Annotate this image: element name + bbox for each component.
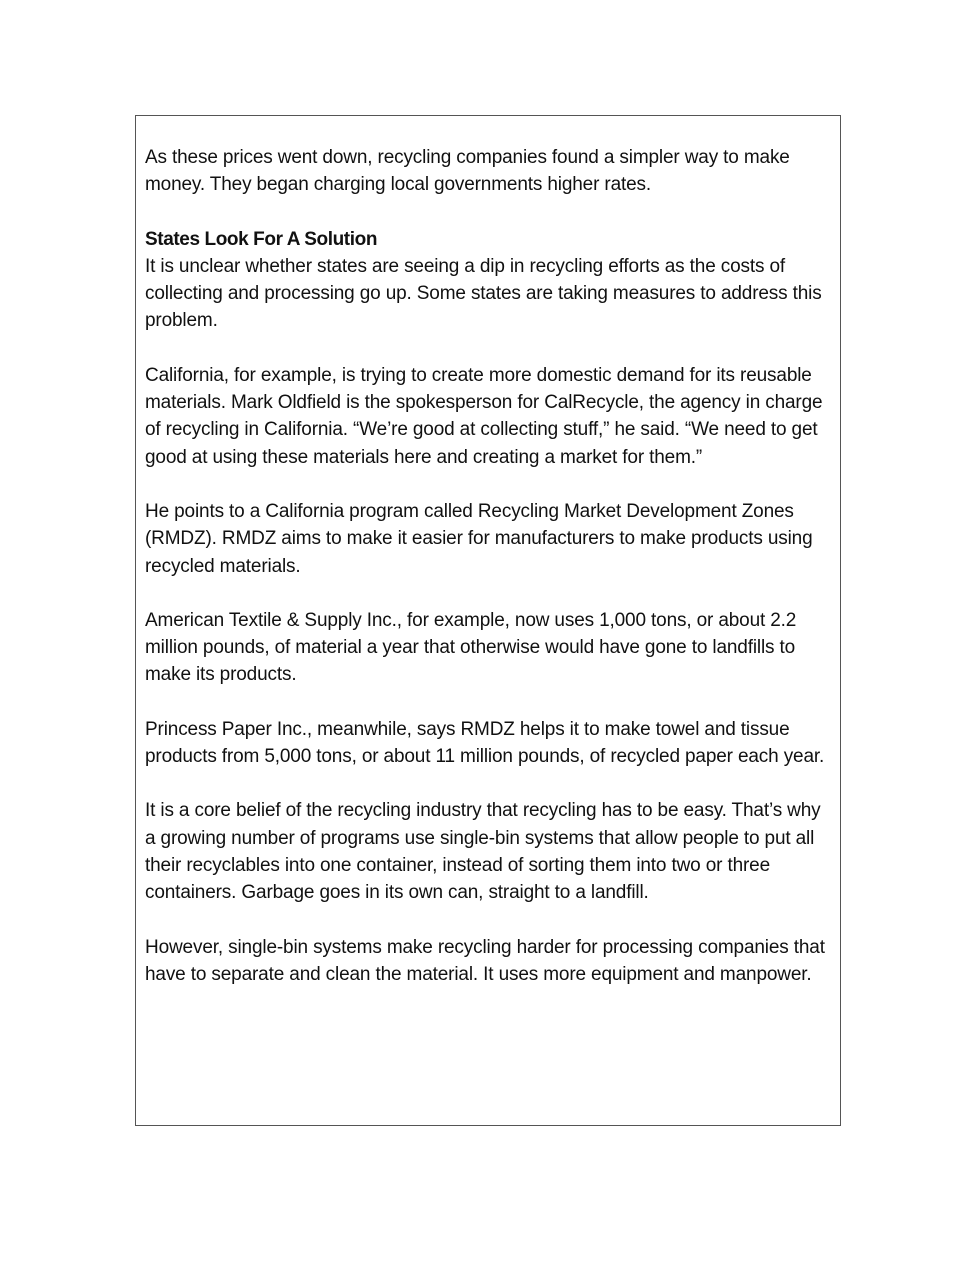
- paragraph-processing: However, single-bin systems make recycling harder for processing companies that have to separate and clean the material. It uses more equipment and manpower.: [145, 936, 825, 985]
- article-box: [135, 115, 841, 1126]
- section-heading: States Look For A Solution: [145, 228, 378, 250]
- paragraph-princess-paper: Princess Paper Inc., meanwhile, says RMDZ helps it to make towel and tissue products from 5,000 tons, or about 11 million pounds, of recycled paper each year.: [145, 718, 825, 768]
- paragraph-rmdz: He points to a California program called Recycling Market Development Zones (RMDZ). RMDZ aims to make it easier for manufacturers to make products using recycled materials.: [145, 500, 813, 577]
- paragraph-american-textile: American Textile & Supply Inc., for example, now uses 1,000 tons, or about 2.2 million pounds, of material a year that otherwise would have gone to landfills to make its products.: [145, 609, 797, 686]
- paragraph-single-bin: It is a core belief of the recycling industry that recycling has to be easy. That’s why a growing number of programs use single-bin systems that allow people to put all their recyclables into one container, instead of sorting them into two or three containers. Garbage goes in its own can, straight to a landfill.: [145, 800, 821, 904]
- paragraph-california: California, for example, is trying to create more domestic demand for its reusable materials. Mark Oldfield is the spokesperson for CalRecycle, the agency in charge of recycling in California. “We’re good at collecting stuff,” he said. “We need to get good at using these materials here and creating a market for them.”: [145, 364, 823, 468]
- paragraph-intro: It is unclear whether states are seeing a dip in recycling efforts as the costs of collecting and processing go up. Some states are taking measures to address this problem.: [145, 255, 822, 332]
- paragraph-prices: As these prices went down, recycling companies found a simpler way to make money. They began charging local governments higher rates.: [145, 147, 790, 196]
- section-states-solution: [145, 226, 832, 335]
